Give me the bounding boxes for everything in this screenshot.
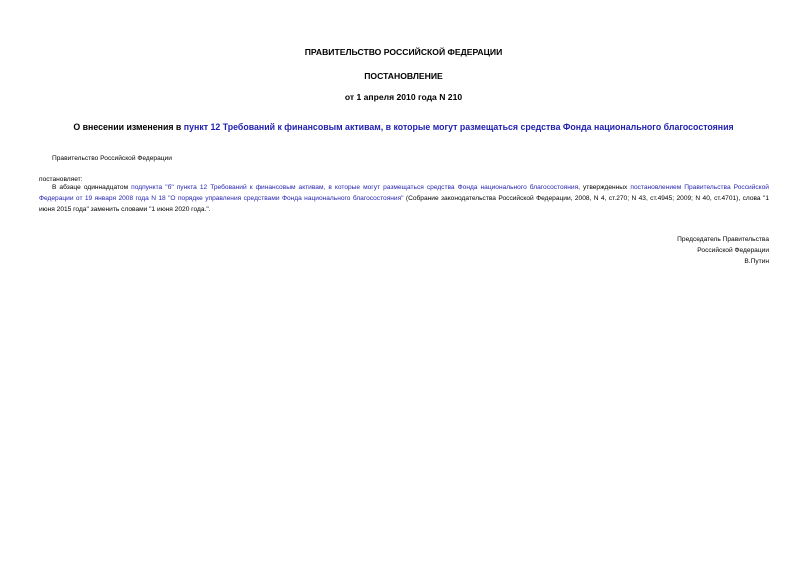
resolves-line: постановляет:: [39, 176, 83, 183]
signature-name: В.Путин: [744, 258, 769, 265]
body-paragraph: [39, 182, 769, 215]
signature-country: Российской Федерации: [697, 247, 769, 254]
document-type: ПОСТАНОВЛЕНИЕ: [364, 71, 443, 81]
document-title: [0, 122, 807, 132]
paragraph-start: В абзаце одиннадцатом: [52, 184, 132, 191]
document-date-number: от 1 апреля 2010 года N 210: [344, 92, 463, 102]
paragraph-end: (Собрание законодательства Российской Федерации, 2008, N 4, ст.270; N 43, ст.4945; 2009; N 40, ст.4701), слова "1 июня 2015 года" заменить словами "1 июня 2020 года.".: [39, 195, 769, 213]
subparagraph-link[interactable]: подпункта "б" пункта 12 Требований к финансовым активам, в которые могут размещаться средства Фонда национального благосостояния: [131, 184, 579, 191]
title-link[interactable]: пункт 12 Требований к финансовым активам, в которые могут размещаться средства Фонда национального благосостояния: [183, 122, 734, 132]
paragraph-mid: , утвержденных: [578, 184, 631, 191]
government-line: Правительство Российской Федерации: [52, 155, 172, 162]
resolution-link[interactable]: постановлением Правительства Российской Федерации от 19 января 2008 года N 18 "О порядке управления средствами Фонда национального благосостояния": [39, 184, 769, 202]
signature-title: Председатель Правительства: [677, 236, 769, 243]
signature-block: [677, 234, 769, 267]
government-heading: ПРАВИТЕЛЬСТВО РОССИЙСКОЙ ФЕДЕРАЦИИ: [304, 47, 503, 57]
title-prefix: О внесении изменения в: [73, 122, 184, 132]
